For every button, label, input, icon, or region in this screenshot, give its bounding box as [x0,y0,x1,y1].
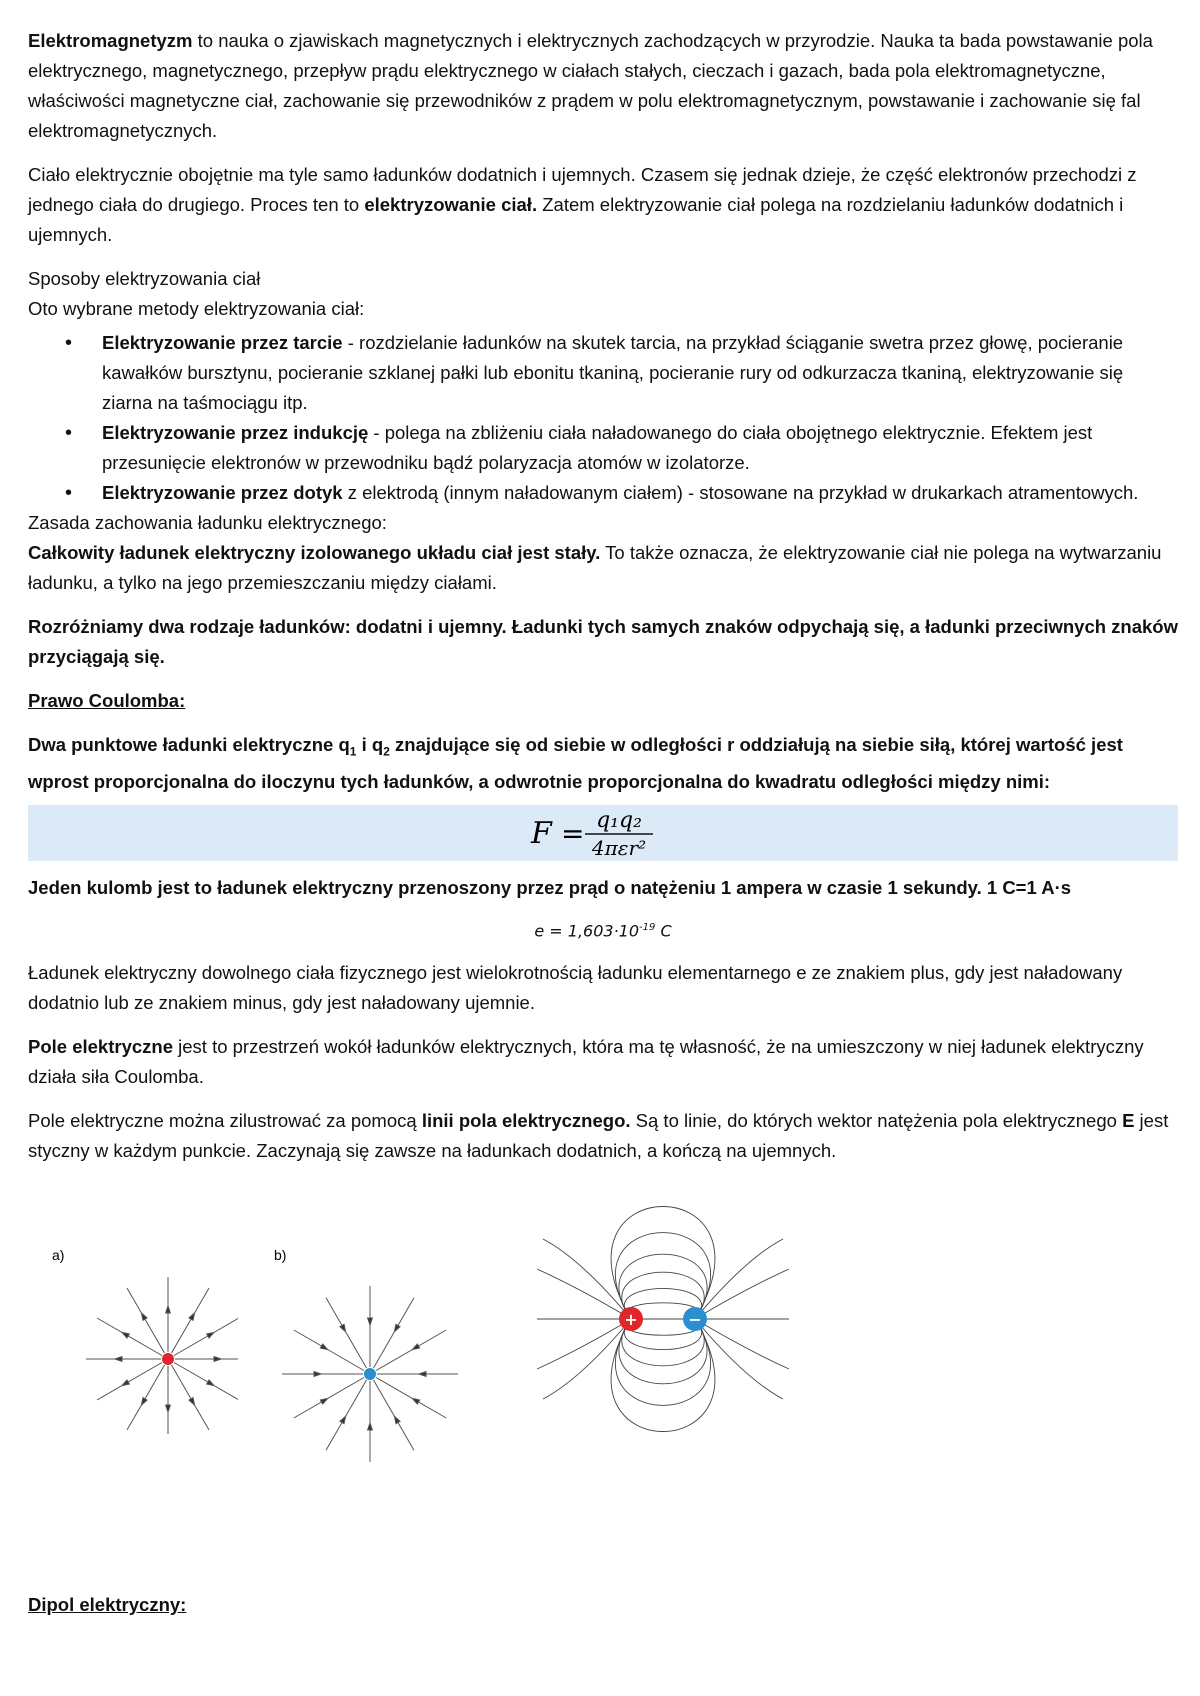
field-arrow [394,1324,400,1331]
field-arrow [166,1405,171,1412]
conservation-paragraph [28,538,1178,598]
negative-charge-field-figure [270,1244,460,1464]
field-arrow [314,1372,321,1377]
formula-lhs: F [531,815,552,851]
formula-denominator: 4πεr² [591,835,647,860]
field-arrow [320,1398,327,1404]
positive-charge-field-figure [48,1244,238,1434]
field-arrow [340,1324,346,1331]
method-term: Elektryzowanie przez tarcie [102,332,343,353]
field-arrow [189,1398,195,1405]
field-arrow [122,1380,129,1386]
method-term: Elektryzowanie przez indukcję [102,422,369,443]
dipole-outer-line [695,1319,789,1369]
field-figures [28,1184,1178,1454]
coulomb-heading: Prawo Coulomba: [28,690,186,711]
dipole-heading: Dipol elektryczny: [28,1594,187,1615]
method-text: z elektrodą (innym naładowanym ciałem) - stosowane na przykład w drukarkach atramentowych. [342,482,1139,503]
field-arrow [141,1398,147,1405]
field-arrow [122,1332,129,1338]
formula-svg [523,805,683,861]
elementary-exponent: -19 [639,921,656,933]
field-line [172,1288,210,1353]
formula-eq: = [561,816,585,850]
field-arrow [412,1398,419,1404]
field-term: Pole elektryczne [28,1036,173,1058]
field-arrow [368,1318,373,1325]
field-arrow [166,1306,171,1313]
coulomb-unit-bold: Jeden kulomb jest to ładunek elektryczny przenoszony przez prąd o natężeniu 1 ampera w czasie 1 sekundy. [28,876,982,898]
intro-term: Elektromagnetyzm [28,30,193,51]
coulomb-law [28,730,1178,797]
field-line [172,1365,210,1430]
list-item [102,328,1178,418]
field-line [174,1363,238,1401]
coulomb-law-a: Dwa punktowe ładunki elektryczne q [28,734,350,755]
list-item [102,418,1178,478]
subscript-1: 1 [349,744,357,759]
neutral-post: Zatem elektryzowanie ciał polega na rozdzielaniu ładunków dodatnich i ujemnych. [28,194,1124,245]
dipole-outer-line [695,1239,783,1319]
coulomb-law-b: i q [356,734,384,755]
field-line [127,1288,165,1353]
coulomb-unit-tail: 1 C=1 A·s [981,876,1072,898]
dipole-outer-line [695,1269,789,1319]
field-lines-pre: Pole elektryczne można zilustrować za pomocą [28,1110,422,1132]
field-arrow [189,1313,195,1320]
neutral-paragraph [28,160,1178,250]
field-lines-term: linii pola elektrycznego. [421,1110,631,1132]
radial-field-lines [86,1277,238,1434]
methods-intro: Oto wybrane metody elektryzowania ciał: [28,298,365,319]
document-page [28,26,1178,1454]
field-line [127,1365,165,1430]
field-arrow [419,1372,426,1377]
dipole-outer-line [537,1319,631,1369]
conservation-text: To także oznacza, że elektryzowanie ciał nie polega na wytwarzaniu ładunku, a tylko na jego przemieszczaniu między ciałami. [28,542,1162,593]
field-line [174,1318,238,1356]
coulomb-unit-paragraph [28,873,1178,903]
method-term: Elektryzowanie przez dotyk [102,482,343,503]
field-line [97,1363,162,1401]
dipole-outer-line [543,1239,631,1319]
formula-numerator: q₁q₂ [596,807,642,833]
intro-paragraph [28,26,1178,146]
field-line [97,1318,162,1356]
field-arrow [394,1416,400,1423]
list-item [102,478,1178,508]
figure-label-a: a) [52,1247,65,1264]
elementary-base: e = 1,603·10 [534,921,640,941]
field-lines-paragraph [28,1106,1178,1166]
method-text: - polega na zbliżeniu ciała naładowanego do ciała obojętnego elektrycznie. Efektem jest przesunięcie elektronów w przewodniku bądź polaryzacja atomów w izolatorze. [102,422,1093,473]
charge-types-paragraph: Rozróżniamy dwa rodzaje ładunków: dodatni i ujemny. Ładunki tych samych znaków odpychają się, a ładunki przeciwnych znaków przyciągają się. [28,616,1178,667]
field-arrow [368,1423,373,1430]
multiple-paragraph: Ładunek elektryczny dowolnego ciała fizycznego jest wielokrotnością ładunku elementarnego e ze znakiem plus, gdy jest naładowany dodatnio lub ze znakiem minus, gdy jest naładowany ujemnie. [28,962,1123,1014]
dipole-field-figure [533,1184,793,1454]
dipole-outer-line [695,1319,783,1399]
field-text: jest to przestrzeń wokół ładunków elektrycznych, która ma tę własność, że na umieszczony w niej ładunek elektryczny działa siła Coulomba. [28,1036,1144,1088]
intro-text: to nauka o zjawiskach magnetycznych i elektrycznych zachodzących w przyrodzie. Nauka ta bada powstawanie pola elektrycznego, magnetycznego, przepływ prądu elektrycznego w ciałach stałych, cieczach i gazach, bada pola elektromagnetyczne, właściwości magnetyczne ciał, zachowanie się przewodników z prądem w polu elektromagnetycznym, powstawanie i zachowanie się fal elektromagnetycznych. [28,30,1153,141]
conservation-bold: Całkowity ładunek elektryczny izolowanego układu ciał jest stały. [28,542,601,563]
negative-charge [364,1368,376,1380]
plus-sign: + [624,1310,638,1330]
positive-charge [162,1353,174,1365]
field-arrow [207,1380,214,1386]
conservation-heading: Zasada zachowania ładunku elektrycznego: [28,512,387,533]
dipole-field-line [611,1319,715,1432]
minus-sign: − [688,1310,702,1330]
dipole-field-line [615,1319,710,1405]
figure-label-b: b) [274,1247,287,1264]
field-vector-e: E [1122,1110,1135,1132]
field-arrow [214,1357,221,1362]
elementary-charge [28,913,1178,946]
method-text: - rozdzielanie ładunków na skutek tarcia, na przykład ściąganie swetra przez głowę, pocieranie kawałków bursztynu, pocieranie szklanej pałki lub ebonitu tkaniną, pocieranie rury od odkurzacza tkaniną, elektryzowanie się ziarna na taśmociągu itp. [102,332,1124,413]
field-lines-post: jest styczny w każdym punkcie. Zaczynają się zawsze na ładunkach dodatnich, a kończą na ujemnych. [28,1110,1169,1162]
field-paragraph [28,1032,1178,1092]
field-arrow [115,1357,122,1362]
field-arrow [340,1416,346,1423]
subscript-2: 2 [383,744,390,759]
neutral-pre: Ciało elektrycznie obojętnie ma tyle samo ładunków dodatnich i ujemnych. Czasem się jednak dzieje, że część elektronów przechodzi z jednego ciała do drugiego. Proces ten to [28,164,1137,215]
dipole-outer-line [537,1269,631,1319]
field-arrow [320,1344,327,1350]
dipole-field-line [615,1233,710,1319]
dipole-field-line [611,1207,715,1320]
coulomb-law-c: znajdujące się od siebie w odległości r oddziałują na siebie siłą, której wartość jest wprost proporcjonalna do iloczynu tych ładunków, a odwrotnie proporcjonalna do kwadratu odległości między nimi: [28,734,1123,792]
methods-heading: Sposoby elektryzowania ciał [28,268,261,289]
neutral-term: elektryzowanie ciał. [364,194,538,215]
methods-list [28,328,1178,508]
dipole-outer-line [543,1319,631,1399]
coulomb-formula [28,805,1178,861]
field-arrow [141,1313,147,1320]
field-arrow [207,1332,214,1338]
field-arrow [412,1344,419,1350]
elementary-unit: C [655,921,672,941]
field-lines-mid: Są to linie, do których wektor natężenia pola elektrycznego [630,1110,1123,1132]
